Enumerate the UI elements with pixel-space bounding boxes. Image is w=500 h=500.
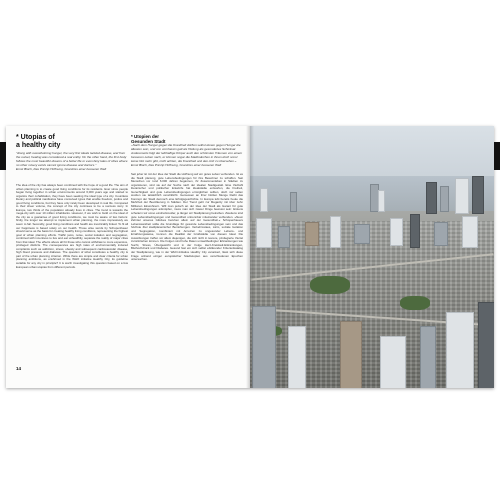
building (446, 312, 474, 388)
building (420, 326, 436, 388)
building (330, 216, 341, 248)
book-gutter (246, 126, 254, 388)
building (256, 218, 272, 248)
building (462, 216, 478, 248)
building (440, 186, 449, 212)
building (354, 224, 370, 244)
park (400, 296, 430, 310)
heading-german: * Utopien der Gesunden Stadt (131, 134, 166, 144)
building (278, 226, 290, 248)
right-edge-tab (494, 142, 500, 170)
left-edge-tab (0, 142, 6, 170)
building (378, 190, 385, 212)
quote-english: "Along with overwhelming hunger, the very first ideals tackled disease, and from the outset, healing was considered a real entity. On the other hand, the first body follows the most beautiful dreams of a better life or even fairy tales of cities where no other misery exists cannot ignore disease and doctors." Ernst Bloch, Das Prinzip Hoffnung, Grundriss einer besseren Welt (16, 151, 128, 171)
building (252, 306, 276, 388)
building (305, 222, 319, 246)
heading-english: * Utopias of a healthy city (16, 134, 61, 149)
building (410, 214, 420, 248)
building (426, 182, 437, 214)
building (260, 188, 268, 212)
building (380, 336, 406, 388)
book-spread (6, 126, 494, 388)
building (472, 176, 484, 214)
building (478, 302, 494, 388)
building (288, 326, 306, 388)
quote-german: »Nach dem Hunger gegen die Krankheit dürften selbst denen gegen Hunger die ältesten sein, und von vornherein galt als Heilung als gesondertes Schicksal. Andererseits folgt der leibhaftige Körper auch den schönsten Träumen von einem besseren Leben nach, er können sogar die Stadtmärchen in ihnen doch sonst keine Not mehr gibt, nicht achten, die Krankheit und den Arzt zu übersehen.« Ernst Bloch, Das Prinzip Hoffnung, Grundriss einer besseren Welt (131, 143, 243, 167)
body-text-english: The idea of the city has always been combined with the hope of a good life. The aim of urban planning is to create good living conditions for its residents. Ever since people began living together in urban environments around 6,000 years ago and started to organize their cohabitation, they have been seeking the ideal type of a city. Countless literary and political manifestos have conceived types that enable freedom, justice and good living conditions, but they have only rarely been developed in real life. Compared to their sheer volume, the concept of the city continues to be a success story. In Europe, two thirds of the population already lives in cities. The trend is towards the mega-city with over 10 million inhabitants. However, if we wish to build on the ideal of the city as a guarantee of good living conditions, we must be aware of two factors: firstly, the longer we attempt to implement urban planning, the more impressively we seem to fail. Secondly, good living conditions and health are inextricably linked. To fit all our happiness is based solely on our health. Those wise words by Schopenhauer should serve as the basis for creating healthy living conditions, representing the highest goal of urban planning efforts. Traffic jams, noise, social isolation and segregation, combined with incentives to live and eat unhealthily, separate the reality of major cities from that ideal. The effects above all hit those who cannot withdraw to more expensive, privileged districts. The consequences are high rates of environmentally induced complaints such as addiction, stress, obesity and subsequent cardiovascular disease, high blood pressure and diabetes. The question of what constitutes a healthy city is part of the urban planning criterion. While there are simple and clear criteria for urban planning ambitions, as enshrined in the WHO initiative Healthy City, its guideline suitable for any city in principle? It is worth investigating this question based on a few European urban utopias from different periods. (16, 183, 128, 269)
building (455, 178, 469, 214)
building (290, 192, 297, 212)
page-number: 14 (16, 366, 22, 371)
left-page (6, 126, 250, 388)
building (340, 321, 362, 388)
city-aerial-photo (250, 126, 494, 388)
building (390, 218, 403, 246)
park (310, 276, 350, 294)
building (434, 222, 448, 246)
body-text-german: Seit jeher ist mit der Idee der Stadt die Hoffnung auf ein gutes Leben verbunden. Ist es die Stadt planung, gute Lebensbedingungen für ihre Bewohner zu schaffen. Seit Menschen vor rund 6.000 Jahren begannen, ihr Zusammenleben in Städten zu organisieren, sind sie auf der Suche nach der idealen Stadtgestalt. Eine Vielzahl literarischer und politischer Entwürfe hat Idealstädte entworfen, die Freiheit, Gerechtigkeit und gute Lebensbedingungen ermöglichen sollten, doch nur selten wurden sie tatsächlich verwirklicht. Gemessen an ihrer bloßen Menge bleibt das Konzept der Stadt dennoch eine Erfolgsgeschichte. In Europa lebt bereits heute die Mehrheit der Bevölkerung in Städten. Der Trend geht zur Megacity mit über zehn Millionen Einwohnern. Will man jedoch an der Idee der Stadt als Garant für gute Lebensbedingungen anknüpfen, muss man sich zweier Dinge bewusst sein: Erstens scheitern wir umso eindrucksvoller, je länger wir Stadtplanung betreiben. Zweitens sind gute Lebensbedingungen und Gesundheit untrennbar miteinander verbunden. »Neun Zehntel unseres Glückes beruhen allein auf der Gesundheit.« Schopenhauers Lebensweisheit sollte die Grundlage für gesunde Lebensbedingungen sein und das höchste Ziel stadtplanerischer Bemühungen. Verkehrsstaus, Lärm, soziale Isolation und Segregation, kombiniert mit Anreizen zu ungesunder Lebens- und Ernährungsweise, trennen die Realität der Großstädte von diesem Ideal. Die Auswirkungen treffen vor allem diejenigen, die sich nicht in teurere, privilegierte Viertel zurückziehen können. Die Folgen sind hohe Raten umweltbedingter Erkrankungen wie Sucht, Stress, Übergewicht und in der Folge Herz-Kreislauf-Erkrankungen, Bluthochdruck und Diabetes. Gesund fast ein sich selbst erklärender Kriterienkatalog der Stadtplanung, wie in der WHO-Initiative Healthy City verankert, lässt sich diese Frage anhand einiger europäischer Stadtutopien aus verschiedenen Epochen untersuchen. (131, 172, 243, 262)
